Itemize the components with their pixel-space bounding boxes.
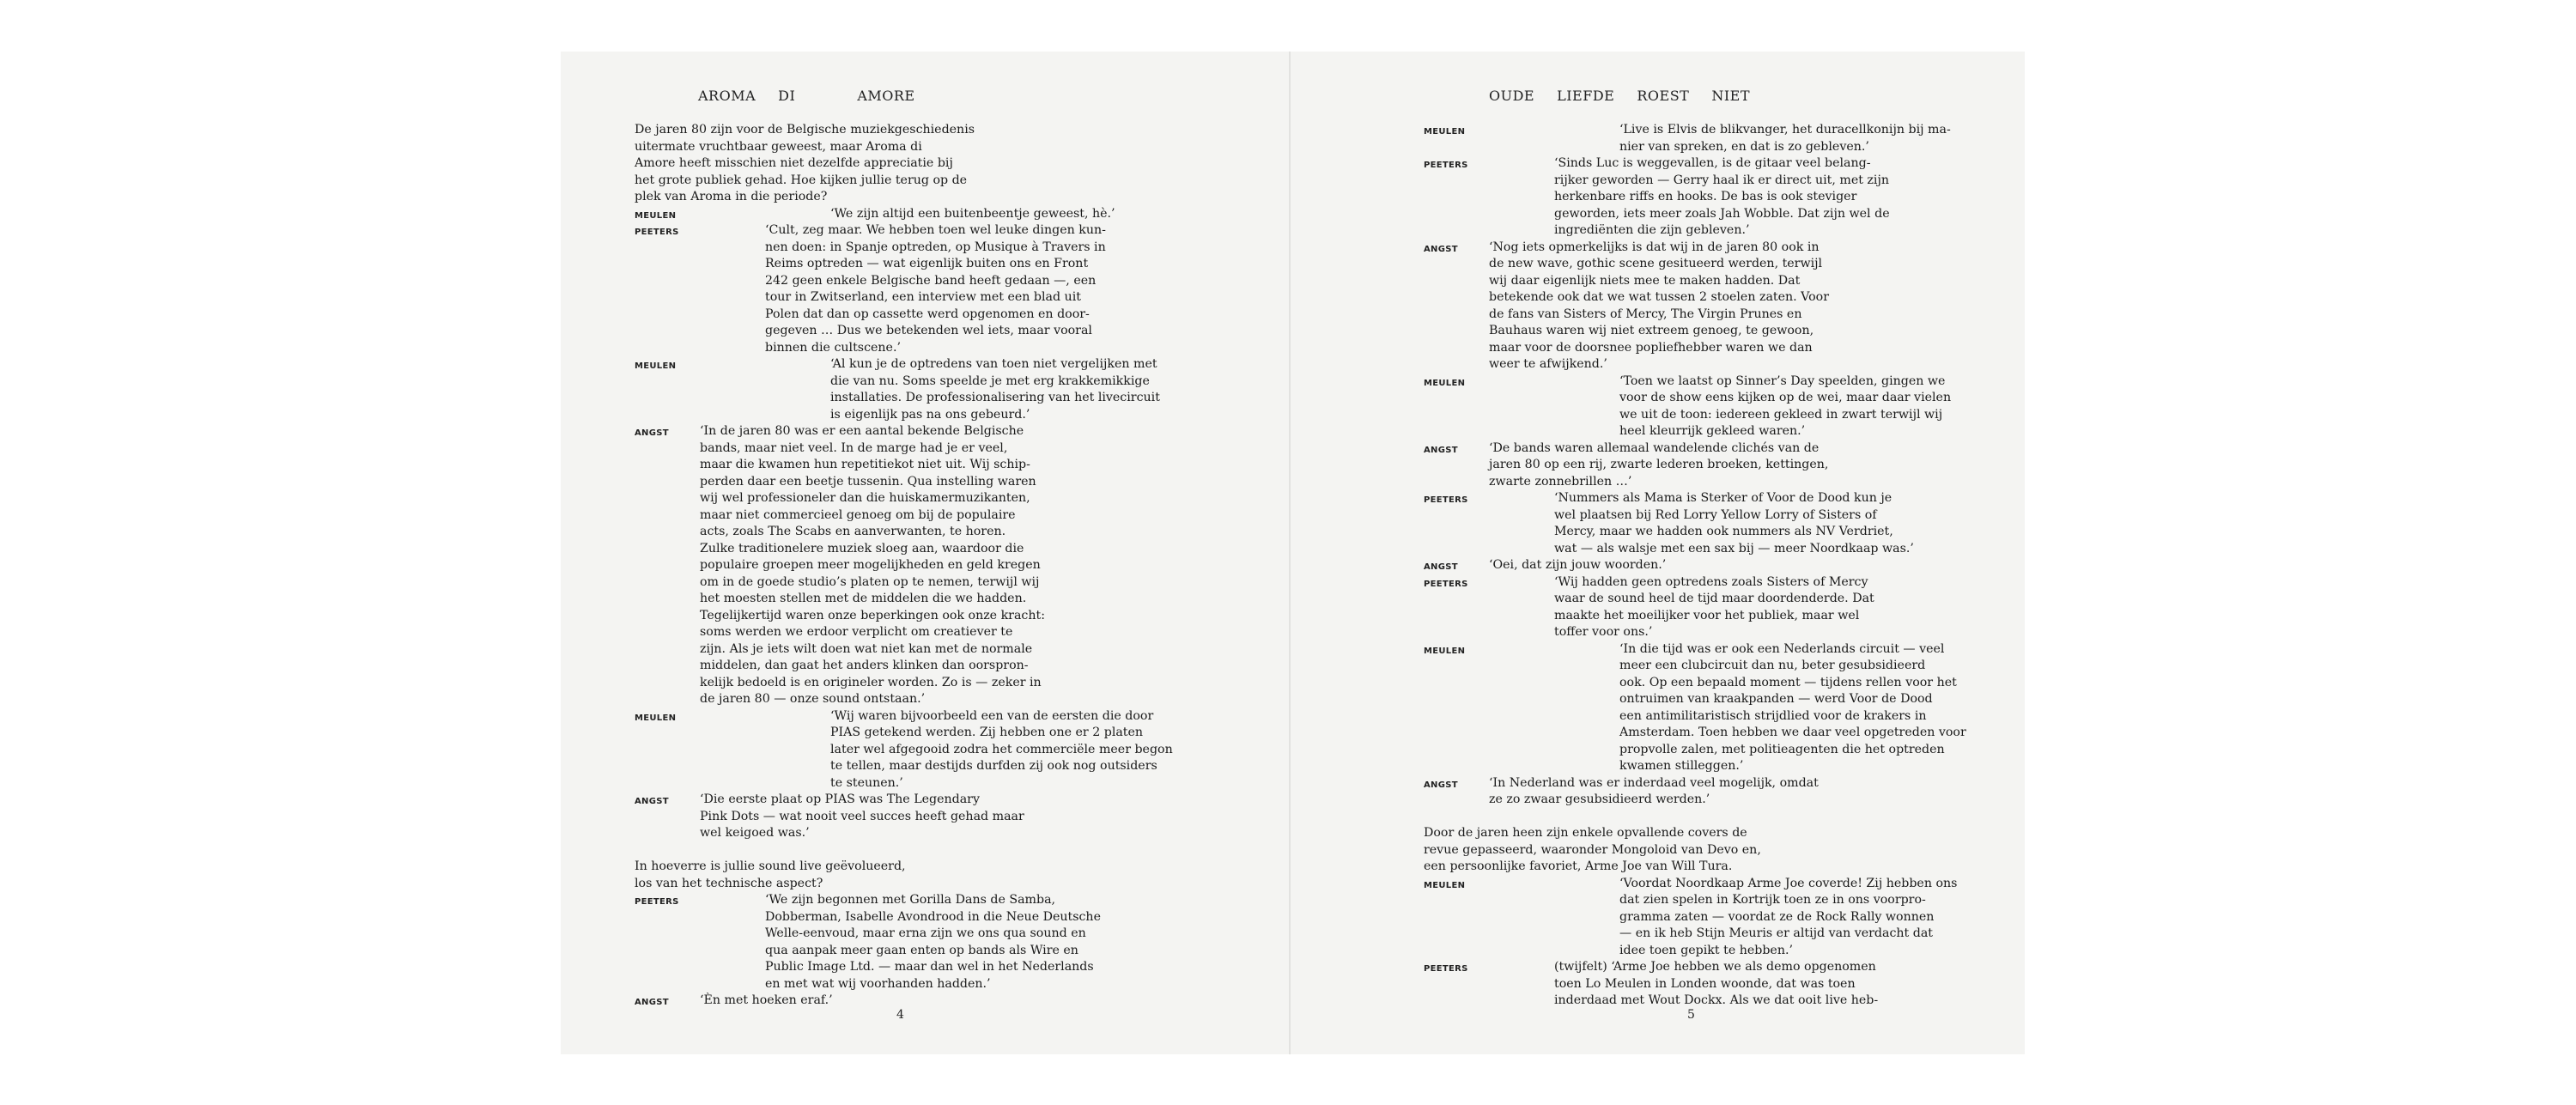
text-line: idee toen gepikt te hebben.’ bbox=[1619, 943, 1793, 957]
speaker-label: ANGST bbox=[635, 428, 669, 438]
speaker-label: ANGST bbox=[635, 797, 669, 806]
text-line: wel plaatsen bij Red Lorry Yellow Lorry of Sisters of bbox=[1554, 507, 1877, 522]
text-line: om in de goede studio’s platen op te nemen, terwijl wij bbox=[700, 574, 1040, 589]
text-line: qua aanpak meer gaan enten op bands als Wire en bbox=[765, 943, 1078, 957]
text-line: meer een clubcircuit dan nu, beter gesubsidieerd bbox=[1619, 659, 1926, 672]
text-line: ‘De bands waren allemaal wandelende clichés van de bbox=[1489, 440, 1820, 455]
text-line: installaties. De professionalisering van het livecircuit bbox=[830, 391, 1160, 404]
text-line: ‘We zijn begonnen met Gorilla Dans de Samba, bbox=[765, 893, 1056, 907]
text-line: nen doen: in Spanje optreden, op Musique à Travers in bbox=[765, 240, 1106, 254]
text-line: kwamen stilleggen.’ bbox=[1619, 759, 1744, 773]
text-line: betekende ook dat we wat tussen 2 stoelen zaten. Voor bbox=[1489, 290, 1829, 304]
text-line: te steunen.’ bbox=[830, 775, 903, 790]
dialogue-block bbox=[1424, 775, 1966, 809]
text-line: toffer voor ons.’ bbox=[1554, 625, 1653, 639]
text-line: ‘Wij hadden geen optredens zoals Sisters of Mercy bbox=[1554, 574, 1868, 589]
speaker-label: MEULEN bbox=[635, 713, 677, 723]
dialogue-block bbox=[635, 792, 1173, 842]
text-line: ‘Èn met hoeken eraf.’ bbox=[700, 993, 833, 1007]
text-line: — en ik heb Stijn Meuris er altijd van verdacht dat bbox=[1619, 926, 1933, 940]
text-line: nier van spreken, en dat is zo gebleven.’ bbox=[1619, 139, 1869, 154]
text-line: perden daar een beetje tussenin. Qua instelling waren bbox=[700, 474, 1036, 489]
header-word: NIET bbox=[1711, 88, 1750, 104]
text-line: gegeven … Dus we betekenden wel iets, maar vooral bbox=[765, 324, 1092, 337]
text-line: Pink Dots — wat nooit veel succes heeft gehad maar bbox=[700, 809, 1024, 823]
text-line: gramma zaten — voordat ze de Rock Rally wonnen bbox=[1619, 909, 1935, 924]
text-line: wij daar eigenlijk niets mee te maken hadden. Dat bbox=[1489, 273, 1801, 288]
dialogue-block bbox=[1424, 557, 1966, 574]
text-line: rijker geworden — Gerry haal ik er direct uit, met zijn bbox=[1554, 173, 1889, 187]
speaker-label: PEETERS bbox=[1424, 579, 1468, 589]
header-word: ROEST bbox=[1637, 88, 1690, 104]
text-line: Dobberman, Isabelle Avondrood in die Neue Deutsche bbox=[765, 909, 1101, 924]
text-line: ‘Al kun je de optredens van toen niet vergelijken met bbox=[830, 357, 1157, 371]
text-line: soms werden we erdoor verplicht om creatiever te bbox=[700, 625, 1013, 639]
speaker-label: MEULEN bbox=[635, 210, 677, 221]
speaker-label: ANGST bbox=[635, 998, 669, 1007]
running-header-right bbox=[1489, 88, 1772, 104]
text-line: uitermate vruchtbaar geweest, maar Aroma di bbox=[635, 139, 922, 154]
text-line: Reims optreden — wat eigenlijk buiten ons en Front bbox=[765, 257, 1089, 270]
speaker-label: ANGST bbox=[1424, 445, 1458, 455]
dialogue-block bbox=[1424, 574, 1966, 641]
text-line: ‘Sinds Luc is weggevallen, is de gitaar veel belang- bbox=[1554, 156, 1871, 170]
dialogue-block bbox=[1424, 155, 1966, 240]
speaker-label: MEULEN bbox=[635, 361, 677, 371]
text-line: populaire groepen meer mogelijkheden en geld kregen bbox=[700, 558, 1041, 572]
text-line: ‘Nummers als Mama is Sterker of Voor de Dood kun je bbox=[1554, 491, 1893, 505]
dialogue-block bbox=[635, 993, 1173, 1010]
text-line: ‘In de jaren 80 was er een aantal bekende Belgische bbox=[700, 424, 1024, 438]
text-line: Amsterdam. Toen hebben we daar veel opgetreden voor bbox=[1619, 726, 1966, 739]
speaker-label: MEULEN bbox=[1424, 378, 1466, 388]
text-line: ‘Live is Elvis de blikvanger, het duracellkonijn bij ma- bbox=[1619, 123, 1951, 137]
right-page bbox=[1291, 52, 2025, 1054]
text-line: Bauhaus waren wij niet extreem genoeg, te gewoon, bbox=[1489, 324, 1814, 337]
text-line: ‘Die eerste plaat op PIAS was The Legendary bbox=[700, 792, 980, 806]
text-line: acts, zoals The Scabs en aanverwanten, te horen. bbox=[700, 525, 1006, 538]
text-line: bands, maar niet veel. In de marge had je er veel, bbox=[700, 440, 1008, 455]
text-line: Polen dat dan op cassette werd opgenomen en door- bbox=[765, 307, 1090, 321]
text-line: maar voor de doorsnee popliefhebber waren we dan bbox=[1489, 340, 1813, 355]
speaker-label: ANGST bbox=[1424, 780, 1458, 790]
speaker-label: PEETERS bbox=[1424, 495, 1468, 505]
text-line: Public Image Ltd. — maar dan wel in het Nederlands bbox=[765, 960, 1094, 974]
header-word: OUDE bbox=[1489, 88, 1535, 104]
text-line: is eigenlijk pas na ons gebeurd.’ bbox=[830, 407, 1030, 422]
text-line: De jaren 80 zijn voor de Belgische muziekgeschiedenis bbox=[635, 123, 975, 137]
text-line: ontruimen van kraakpanden — werd Voor de Dood bbox=[1619, 692, 1933, 706]
speaker-label: PEETERS bbox=[1424, 161, 1468, 170]
text-line: ook. Op een bepaald moment — tijdens rellen voor het bbox=[1619, 675, 1957, 689]
text-line: ‘In Nederland was er inderdaad veel mogelijk, omdat bbox=[1489, 775, 1819, 790]
text-line: propvolle zalen, met politieagenten die het optreden bbox=[1619, 742, 1945, 756]
text-line: tour in Zwitserland, een interview met een blad uit bbox=[765, 290, 1081, 304]
text-line: ‘Nog iets opmerkelijks is dat wij in de jaren 80 ook in bbox=[1489, 240, 1820, 254]
text-line: later wel afgegooid zodra het commerciële meer begon bbox=[830, 742, 1173, 756]
text-line: los van het technische aspect? bbox=[635, 876, 823, 890]
running-header-left bbox=[698, 88, 938, 104]
dialogue-block bbox=[1424, 490, 1966, 557]
text-line: toen Lo Meulen in Londen woonde, dat was toen bbox=[1554, 976, 1856, 991]
page-number-right: 5 bbox=[1687, 1008, 1695, 1022]
speaker-label: MEULEN bbox=[1424, 127, 1466, 137]
text-line: ‘Wij waren bijvoorbeeld een van de eersten die door bbox=[830, 708, 1154, 723]
dialogue-block bbox=[635, 206, 1173, 223]
text-line: wij wel professioneler dan die huiskamermuzikanten, bbox=[700, 491, 1030, 505]
text-line: herkenbare riffs en hooks. De bas is ook steviger bbox=[1554, 190, 1857, 203]
dialogue-block bbox=[1424, 440, 1966, 491]
text-line: het grote publiek gehad. Hoe kijken jullie terug op de bbox=[635, 173, 968, 187]
dialogue-block bbox=[635, 222, 1173, 356]
dialogue-block bbox=[1424, 122, 1966, 155]
text-line: heel kleurrijk gekleed waren.’ bbox=[1619, 424, 1806, 438]
text-line: de fans van Sisters of Mercy, The Virgin Prunes en bbox=[1489, 307, 1802, 321]
text-line: In hoeverre is jullie sound live geëvolueerd, bbox=[635, 859, 906, 873]
speaker-label: PEETERS bbox=[635, 897, 679, 907]
text-line: binnen die cultscene.’ bbox=[765, 340, 901, 355]
speaker-label: ANGST bbox=[1424, 562, 1458, 572]
text-line: ingrediënten die zijn gebleven.’ bbox=[1554, 223, 1750, 237]
text-line: 242 geen enkele Belgische band heeft gedaan —, een bbox=[765, 273, 1097, 288]
text-line: die van nu. Soms speelde je met erg krakkemikkige bbox=[830, 373, 1150, 388]
page-number-left: 4 bbox=[896, 1008, 904, 1022]
speaker-label: PEETERS bbox=[635, 228, 679, 237]
text-line: Zulke traditionelere muziek sloeg aan, waardoor die bbox=[700, 541, 1024, 556]
text-line: het moesten stellen met de middelen die we hadden. bbox=[700, 592, 1027, 605]
text-line: voor de show eens kijken op de wei, maar daar vielen bbox=[1619, 391, 1952, 404]
dialogue-block bbox=[635, 423, 1173, 708]
text-line: ‘Toen we laatst op Sinner’s Day speelden, gingen we bbox=[1619, 373, 1946, 388]
text-line: middelen, dan gaat het anders klinken dan oorspron- bbox=[700, 659, 1029, 672]
header-word: LIEFDE bbox=[1557, 88, 1615, 104]
speaker-label: PEETERS bbox=[1424, 964, 1468, 974]
interview-question bbox=[635, 122, 1173, 206]
dialogue-block bbox=[1424, 373, 1966, 440]
interview-question bbox=[1424, 825, 1966, 876]
text-line: Mercy, maar we hadden ook nummers als NV Verdriet, bbox=[1554, 525, 1893, 538]
text-line: te tellen, maar destijds durfden zij ook nog outsiders bbox=[830, 759, 1157, 773]
text-line: ze zo zwaar gesubsidieerd werden.’ bbox=[1489, 792, 1710, 806]
right-page-text bbox=[1424, 122, 1966, 1010]
text-line: de new wave, gothic scene gesitueerd werden, terwijl bbox=[1489, 257, 1823, 270]
header-word: AMORE bbox=[857, 88, 915, 104]
text-line: plek van Aroma in die periode? bbox=[635, 190, 828, 203]
text-line: zijn. Als je iets wilt doen wat niet kan met de normale bbox=[700, 641, 1033, 656]
text-line: de jaren 80 — onze sound ontstaan.’ bbox=[700, 692, 926, 706]
left-page bbox=[561, 52, 1291, 1054]
text-line: maar niet commercieel genoeg om bij de populaire bbox=[700, 507, 1016, 522]
speaker-label: MEULEN bbox=[1424, 880, 1466, 890]
dialogue-block bbox=[635, 356, 1173, 423]
text-line: (twijfelt) ‘Arme Joe hebben we als demo opgenomen bbox=[1554, 960, 1876, 974]
text-line: revue gepasseerd, waaronder Mongoloid van Devo en, bbox=[1424, 842, 1761, 857]
text-line: waar de sound heel de tijd maar doordenderde. Dat bbox=[1554, 592, 1874, 605]
dialogue-block bbox=[1424, 240, 1966, 373]
text-line: Amore heeft misschien niet dezelfde appreciatie bij bbox=[635, 156, 953, 170]
text-line: ‘We zijn altijd een buitenbeentje geweest, hè.’ bbox=[830, 206, 1115, 221]
text-line: we uit de toon: iedereen gekleed in zwart terwijl wij bbox=[1619, 407, 1943, 422]
text-line: maakte het moeilijker voor het publiek, maar wel bbox=[1554, 608, 1860, 622]
text-line: Welle-eenvoud, maar ernа zijn we ons qua sound en bbox=[765, 926, 1086, 940]
left-page-text bbox=[635, 122, 1173, 1010]
speaker-label: MEULEN bbox=[1424, 646, 1466, 656]
text-line: kelijk bedoeld is en origineler worden. Zo is — zeker in bbox=[700, 675, 1042, 689]
text-line: PIAS getekend werden. Zij hebben one er 2 platen bbox=[830, 726, 1144, 739]
text-line: Tegelijkertijd waren onze beperkingen ook onze kracht: bbox=[700, 608, 1045, 622]
dialogue-block bbox=[1424, 876, 1966, 960]
header-word: AROMA bbox=[698, 88, 756, 104]
text-line: weer te afwijkend.’ bbox=[1489, 357, 1607, 371]
dialogue-block bbox=[1424, 641, 1966, 775]
text-line: jaren 80 op een rij, zwarte lederen broeken, kettingen, bbox=[1489, 458, 1829, 471]
header-word: DI bbox=[778, 88, 796, 104]
text-line: ‘Voordat Noordkaap Arme Joe coverde! Zij hebben ons bbox=[1619, 876, 1958, 890]
text-line: en met wat wij voorhanden hadden.’ bbox=[765, 976, 991, 991]
text-line: geworden, iets meer zoals Jah Wobble. Dat zijn wel de bbox=[1554, 206, 1890, 221]
text-line: Door de jaren heen zijn enkele opvallende covers de bbox=[1424, 826, 1747, 840]
text-line: zwarte zonnebrillen …’ bbox=[1489, 474, 1632, 489]
text-line: een antimilitaristisch strijdlied voor de krakers in bbox=[1619, 708, 1927, 723]
text-line: maar die kwamen hun repetitiekot niet uit. Wij schip- bbox=[700, 458, 1030, 471]
text-line: wel keigoed was.’ bbox=[700, 826, 810, 840]
text-line: ‘In die tijd was er ook een Nederlands circuit — veel bbox=[1619, 641, 1945, 656]
dialogue-block bbox=[635, 892, 1173, 993]
text-line: dat zien spelen in Kortrijk toen ze in ons voorpro- bbox=[1619, 893, 1926, 907]
interview-question bbox=[635, 859, 1173, 892]
dialogue-block bbox=[635, 708, 1173, 792]
text-line: inderdaad met Wout Dockx. Als we dat ooit live heb- bbox=[1554, 993, 1879, 1007]
text-line: wat — als walsje met een sax bij — meer Noordkaap was.’ bbox=[1554, 541, 1914, 556]
text-line: ‘Cult, zeg maar. We hebben toen wel leuke dingen kun- bbox=[765, 223, 1106, 237]
text-line: een persoonlijke favoriet, Arme Joe van Will Tura. bbox=[1424, 859, 1733, 873]
text-line: ‘Oei, dat zijn jouw woorden.’ bbox=[1489, 558, 1667, 572]
dialogue-block bbox=[1424, 959, 1966, 1010]
speaker-label: ANGST bbox=[1424, 244, 1458, 254]
